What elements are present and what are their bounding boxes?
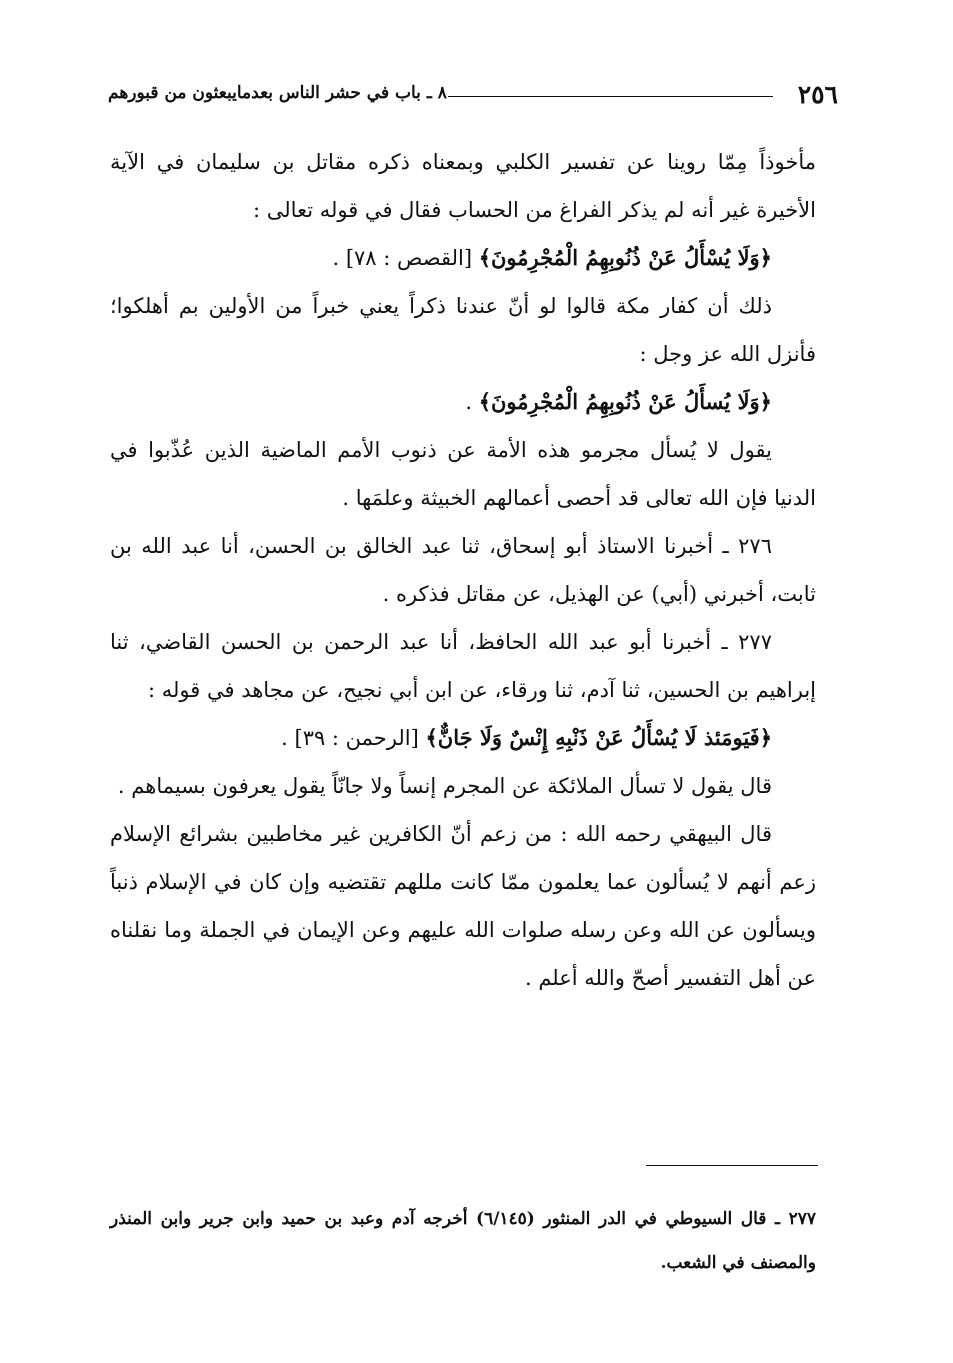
paragraph-7: قال البيهقي رحمه الله : من زعم أنّ الكافرين غير مخاطبين بشرائع الإسلام زعم أنهم لا يُسألون عما يعلمون ممّا كانت مللهم تقتضيه وإن كان في الإسلام ذنباً ويسألون عن الله وعن رسله صلوات الله عليهم وعن الإيمان في الجملة وما نقلناه عن أهل التفسير أصحّ والله أعلم .: [110, 822, 816, 990]
paragraph-1: مأخوذاً مِمّا روينا عن تفسير الكلبي وبمعناه ذكره مقاتل بن سليمان في الآية الأخيرة غير أنه لم يذكر الفراغ من الحساب فقال في قوله تعالى :: [110, 150, 816, 222]
page-header: [108, 80, 838, 114]
paragraph-6: قال يقول لا تسأل الملائكة عن المجرم إنساً ولا جانّاً يقول يعرفون بسيماهم .: [117, 774, 772, 798]
paragraph-3: يقول لا يُسأل مجرمو هذه الأمة عن ذنوب الأمم الماضية الذين عُذّبوا في الدنيا فإن الله تعالى قد أحصى أعمالهم الخبيثة وعلمَها .: [110, 438, 816, 510]
verse-3: [110, 714, 816, 762]
page-number: ٢٥٦: [797, 80, 838, 109]
verse-2: [110, 378, 816, 426]
header-rule: [448, 96, 773, 97]
verse-3-quran: ﴿فَيَومَئذ لَا يُسْأَلُ عَنْ ذَنْبِهِ إِنْسٌ وَلَا جَانٌّ﴾: [425, 725, 772, 750]
verse-1-quran: ﴿وَلَا يُسْأَلُ عَنْ ذُنُوبِهِمُ الْمُجْرِمُونَ﴾: [478, 245, 772, 270]
footnote-rule: [646, 1165, 818, 1166]
footnote: ٢٧٧ ـ قال السيوطي في الدر المنثور (٦/١٤٥) أخرجه آدم وعبد بن حميد وابن جرير وابن المنذر والمصنف في الشعب.: [110, 1209, 816, 1273]
verse-1: [110, 234, 816, 282]
paragraph-2: ذلك أن كفار مكة قالوا لو أنّ عندنا ذكراً يعني خبراً من الأولين بم أهلكوا؛ فأنزل الله عز وجل :: [110, 294, 816, 366]
main-text: [110, 138, 816, 1002]
verse-1-reference: [القصص : ٧٨] .: [332, 246, 479, 270]
verse-2-quran: ﴿وَلَا يُسأَلُ عَنْ ذُنُوبِهِمُ الْمُجْرِمُونَ﴾: [478, 389, 772, 414]
paragraph-4: ٢٧٦ ـ أخبرنا الاستاذ أبو إسحاق، ثنا عبد الخالق بن الحسن، أنا عبد الله بن ثابت، أخبرني (أبي) عن الهذيل، عن مقاتل فذكره .: [110, 534, 816, 606]
verse-2-reference: .: [465, 390, 479, 414]
paragraph-5: ٢٧٧ ـ أخبرنا أبو عبد الله الحافظ، أنا عبد الرحمن بن الحسن القاضي، ثنا إبراهيم بن الحسين، ثنا آدم، ثنا ورقاء، عن ابن أبي نجيح، عن مجاهد في قوله :: [110, 630, 816, 702]
running-title: ٨ ـ باب في حشر الناس بعدمايبعثون من قبورهم: [108, 83, 447, 103]
verse-3-reference: [الرحمن : ٣٩] .: [281, 726, 426, 750]
